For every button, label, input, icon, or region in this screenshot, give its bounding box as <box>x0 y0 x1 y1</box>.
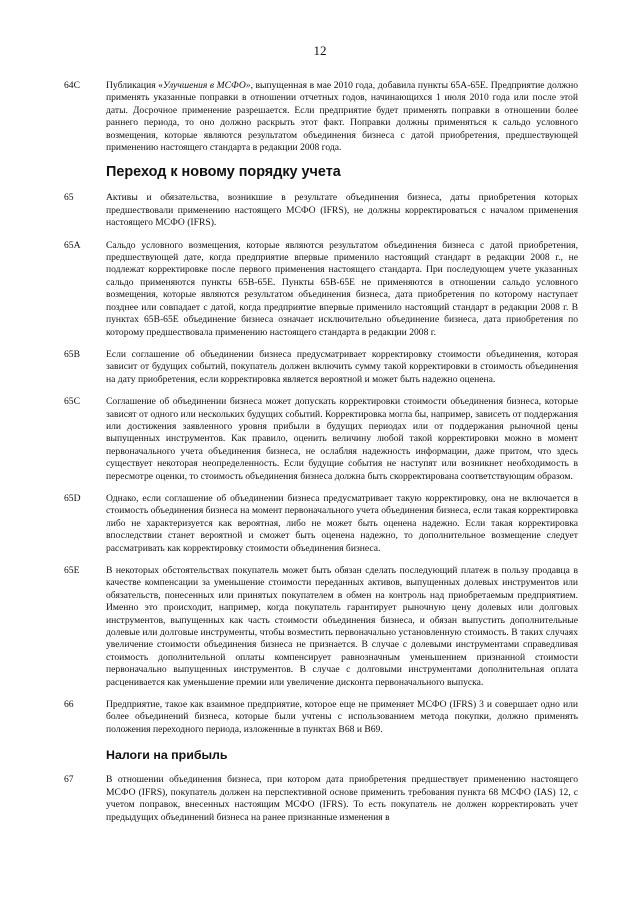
paragraph-text: В отношении объединения бизнеса, при котором дата приобретения предшествует применению настоящего МСФО (IFRS), покупатель должен на перспективной основе применить требования пункта 68 МСФО (IAS) 12, с учетом поправок, внесенных настоящим МСФО (IFRS). То есть покупатель не должен корректировать учет предыдущих объединений бизнеса на ранее признанные изменения в <box>106 774 578 823</box>
paragraph-64c <box>64 80 578 154</box>
paragraph-text: Однако, если соглашение об объединении бизнеса предусматривает такую корректировку, она не включается в стоимость объединения бизнеса на момент первоначального учета объединения бизнеса, если такая корректировка либо не характеризуется как вероятная, либо не может быть оценена надежно. Если такая корректировка впоследствии станет вероятной и сможет быть оценена надежно, то дополнительное возмещение следует рассматривать как корректировку стоимости объединения бизнеса. <box>106 492 578 554</box>
paragraph-number: 66 <box>64 699 74 711</box>
paragraph-text: Сальдо условного возмещения, которые являются результатом объединения бизнеса с датой приобретения, предшествующей дате, когда предприятие впервые применило настоящий стандарт в редакции 2008 г., не подлежат корректировке после первого применения настоящего стандарта. При последующем учете указанных сальдо применяются пункты 65В-65Е. Пункты 65В-65Е не применяются в отношении сальдо условного возмещения, которые являются результатом объединения бизнеса, дата приобретения по которому наступает позднее или совпадает с датой, когда предприятие впервые применило настоящий стандарт в редакции 2008 г. В пунктах 65В-65Е объединение бизнеса означает исключительно объединение бизнеса, дата приобретения по которому предшествовала применению настоящего стандарта в редакции 2008 г. <box>106 239 578 338</box>
paragraph-text-start: Публикация « <box>106 80 163 91</box>
paragraph-number: 64C <box>64 80 80 91</box>
paragraph-number: 65 <box>64 192 74 204</box>
paragraph-67 <box>64 774 578 824</box>
paragraph-65c <box>64 396 578 483</box>
paragraph-text <box>106 80 578 154</box>
paragraph-text: Соглашение об объединении бизнеса может допускать корректировки стоимости объединения бизнеса, которые зависят от одного или нескольких будущих событий. Корректировка могла бы, например, зависеть от поддержания или достижения заявленного уровня прибыли в будущих периодах или от поддержания рыночной цены выпущенных инструментов. Как правило, оценить величину любой такой корректировки можно в момент первоначального учета объединения бизнеса, не ослабляя надежность информации, даже притом, что здесь существует некоторая неопределенность. Если будущие события не наступят или возникнет необходимость в пересмотре оценки, то стоимость объединения бизнеса должна быть скорректирована соответствующим образом. <box>106 396 578 482</box>
paragraph-65a <box>64 240 578 339</box>
paragraph-text: Активы и обязательства, возникшие в результате объединения бизнеса, даты приобретения которых предшествовали применению настоящего МСФО (IFRS), не должны корректироваться с началом применения настоящего МСФО (IFRS). <box>106 192 578 229</box>
paragraph-66 <box>64 699 578 736</box>
paragraph-number: 67 <box>64 774 74 786</box>
paragraph-number: 65С <box>64 396 80 408</box>
paragraph-text: В некоторых обстоятельствах покупатель может быть обязан сделать последующий платеж в пользу продавца в качестве компенсации за уменьшение стоимости переданных активов, выпущенных долевых инструментов или обязательств, понесенных или принятых покупателем в обмен на контроль над приобретаемым предприятием. Именно это происходит, например, когда покупатель гарантирует рыночную цену долевых или долговых инструментов, выпущенных как часть стоимости объединения бизнеса, и обязан выпустить дополнительные долевые или долговые инструменты, чтобы возместить первоначально установленную стоимость. В таких случаях увеличение стоимости объединения бизнеса не признается. В случае с долевыми инструментами справедливая стоимость дополнительной оплаты компенсирует равнозначным уменьшением признанной стоимости первоначально выпущенных инструментов. В случае с долговыми инструментами дополнительная оплата расценивается как уменьшение премии или увеличение дисконта первоначального выпуска. <box>106 565 578 688</box>
paragraph-number: 65А <box>64 239 81 251</box>
publication-title: Улучшения в МСФО» <box>162 80 251 91</box>
paragraph-65e <box>64 565 578 689</box>
paragraph-number: 65Е <box>64 565 80 576</box>
page-number: 12 <box>313 43 327 58</box>
document-content <box>64 80 578 834</box>
paragraph-number: 65В <box>64 348 80 360</box>
section-heading-transition: Переход к новому порядку учета <box>106 164 341 181</box>
paragraph-text-rest: , выпущенная в мае 2010 года, добавила пункты 65А-65Е. Предприятие должно применять указанные поправки в отношении отчетных годов, начинающихся 1 июля 2010 года или после этой даты. Досрочное применение разрешается. Если предприятие будет применять поправки в отношении более раннего периода, то оно должно раскрыть этот факт. Поправки должны применяться к сальдо условного возмещения, которые являются результатом объединения бизнеса с датой приобретения, предшествующей применению настоящего стандарта в редакции 2008 года. <box>106 80 578 154</box>
paragraph-65 <box>64 192 578 229</box>
paragraph-text: Предприятие, такое как взаимное предприятие, которое еще не применяет МСФО (IFRS) 3 и совершает одно или более объединений бизнеса, которые были учтены с использованием метода покупки, должно применять положения переходного периода, изложенные в пунктах В68 и В69. <box>106 699 578 735</box>
paragraph-65d <box>64 493 578 555</box>
paragraph-65b <box>64 349 578 386</box>
section-heading-taxes: Налоги на прибыль <box>106 748 228 763</box>
paragraph-text: Если соглашение об объединении бизнеса предусматривает корректировку стоимости объединения, которая зависит от будущих событий, покупатель должен включить сумму такой корректировки в стоимость объединения на дату приобретения, если корректировка является вероятной и может быть надежно оценена. <box>106 348 578 385</box>
paragraph-number: 65D <box>64 492 81 504</box>
